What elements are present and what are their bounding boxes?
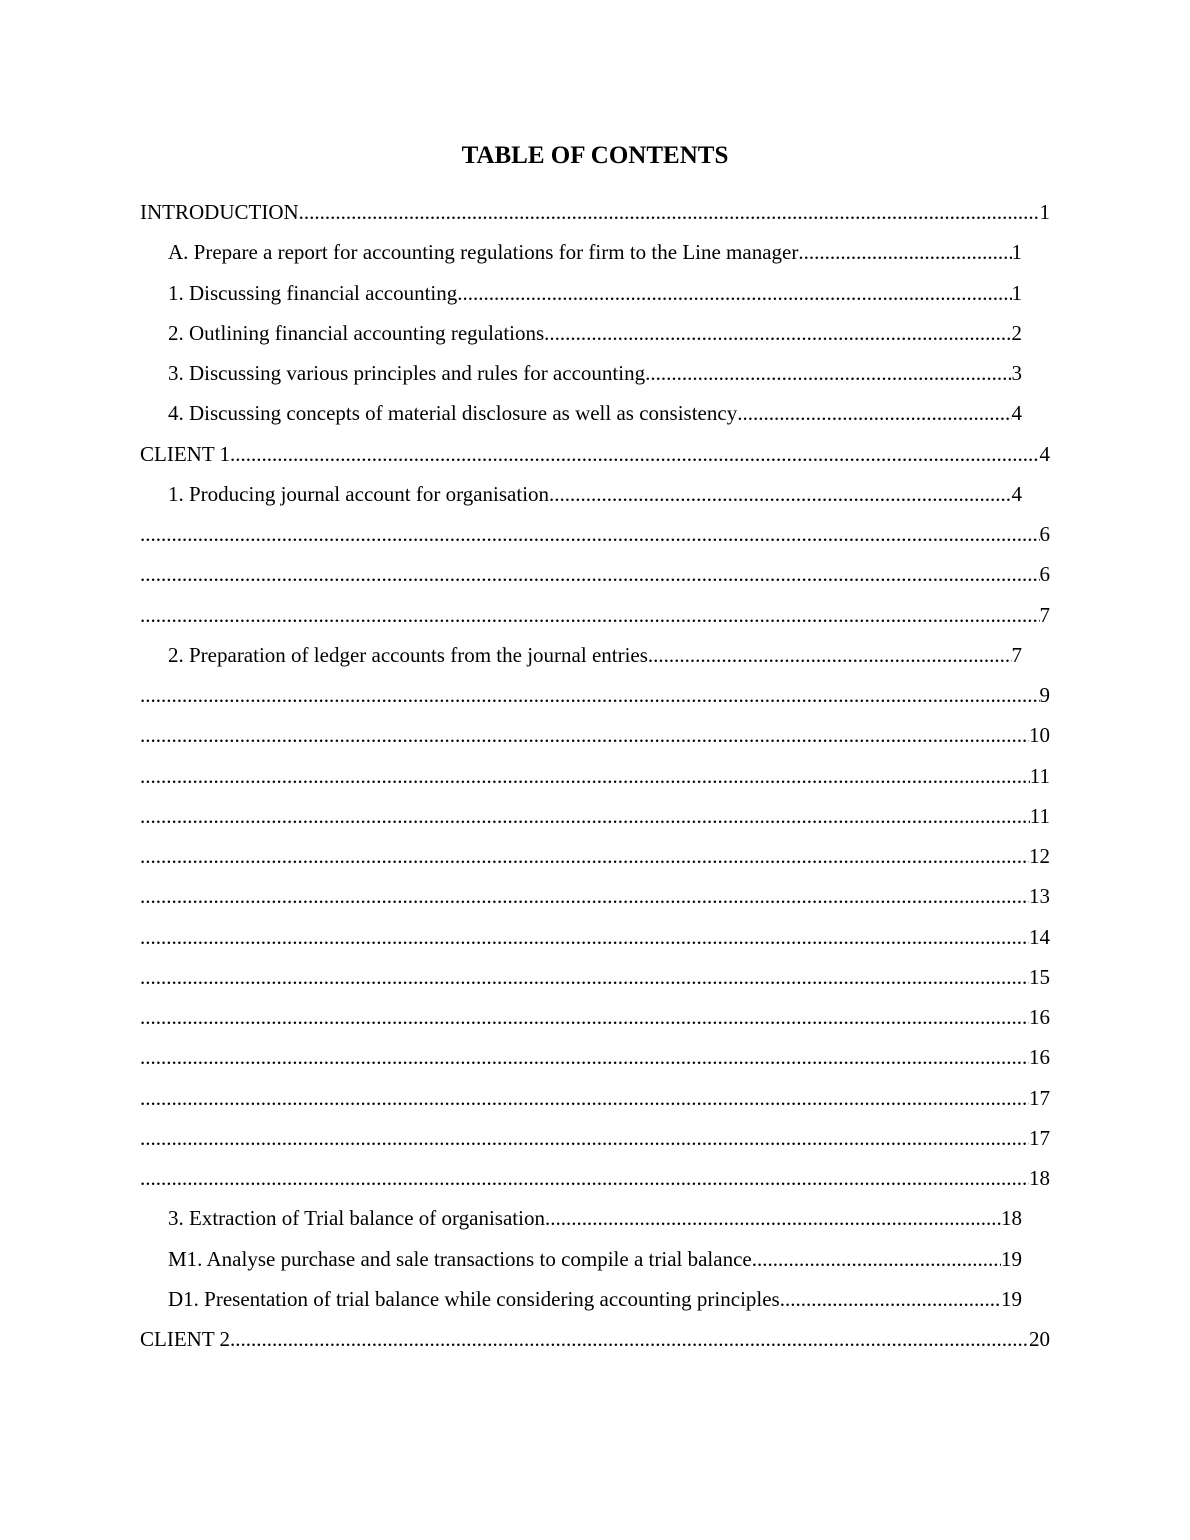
toc-entry[interactable] [140, 198, 1050, 226]
toc-page-number: 1 [1011, 281, 1022, 305]
toc-title: TABLE OF CONTENTS [461, 142, 729, 169]
toc-dot-leader [780, 1285, 1001, 1313]
toc-entry-text: 1. Discussing financial accounting [168, 281, 458, 305]
toc-entry[interactable] [168, 319, 1022, 347]
toc-page-number: 7 [1011, 643, 1022, 667]
toc-dot-leader [140, 1164, 1029, 1192]
toc-dot-leader [140, 681, 1040, 709]
toc-dot-leader [140, 560, 1040, 588]
toc-entry[interactable] [140, 520, 1050, 548]
toc-page-number: 7 [1039, 603, 1050, 627]
toc-page-number: 16 [1029, 1005, 1050, 1029]
toc-page-number: 9 [1039, 683, 1050, 707]
toc-entry[interactable] [168, 238, 1022, 266]
toc-entry[interactable] [140, 1003, 1050, 1031]
toc-entry[interactable] [168, 1245, 1022, 1273]
toc-page-number: 6 [1039, 522, 1050, 546]
toc-entry[interactable] [168, 399, 1022, 427]
toc-page-number: 16 [1029, 1045, 1050, 1069]
toc-dot-leader [230, 440, 1039, 468]
toc-entry-text: 3. Extraction of Trial balance of organisation [168, 1206, 545, 1230]
toc-page-number: 18 [1001, 1206, 1022, 1230]
toc-dot-leader [549, 480, 1011, 508]
toc-entry[interactable] [140, 963, 1050, 991]
toc-dot-leader [230, 1325, 1029, 1353]
toc-page-number: 6 [1039, 562, 1050, 586]
toc-dot-leader [140, 1003, 1029, 1031]
toc-entry[interactable] [140, 1043, 1050, 1071]
toc-page-number: 17 [1029, 1086, 1050, 1110]
toc-dot-leader [299, 198, 1040, 226]
toc-entry-text: A. Prepare a report for accounting regulations for firm to the Line manager [168, 240, 799, 264]
toc-entry[interactable] [140, 762, 1050, 790]
toc-dot-leader [140, 601, 1040, 629]
toc-dot-leader [140, 1084, 1029, 1112]
toc-entry[interactable] [140, 721, 1050, 749]
toc-page-number: 20 [1029, 1327, 1050, 1351]
toc-page-number: 4 [1039, 442, 1050, 466]
toc-page-number: 4 [1011, 482, 1022, 506]
toc-dot-leader [737, 399, 1011, 427]
toc-entry[interactable] [140, 440, 1050, 468]
toc-entry-text: M1. Analyse purchase and sale transactions to compile a trial balance [168, 1247, 752, 1271]
toc-dot-leader [140, 520, 1040, 548]
toc-entry[interactable] [140, 560, 1050, 588]
toc-dot-leader [140, 923, 1029, 951]
toc-dot-leader [545, 1204, 1001, 1232]
toc-page-number: 19 [1001, 1287, 1022, 1311]
toc-page-number: 18 [1029, 1166, 1050, 1190]
toc-dot-leader [140, 1043, 1029, 1071]
toc-entry-text: CLIENT 1 [140, 442, 231, 466]
toc-entry[interactable] [140, 923, 1050, 951]
toc-page-number: 1 [1039, 200, 1050, 224]
toc-page-number: 19 [1001, 1247, 1022, 1271]
toc-dot-leader [140, 1124, 1029, 1152]
toc-entry-text: D1. Presentation of trial balance while considering accounting principles [168, 1287, 780, 1311]
toc-dot-leader [140, 842, 1029, 870]
toc-page-number: 11 [1029, 764, 1050, 788]
toc-page-number: 15 [1029, 965, 1050, 989]
toc-dot-leader [140, 963, 1029, 991]
toc-entry[interactable] [140, 1124, 1050, 1152]
toc-entry[interactable] [140, 842, 1050, 870]
toc-entry-text: 1. Producing journal account for organisation [168, 482, 550, 506]
toc-dot-leader [457, 279, 1011, 307]
toc-entry[interactable] [140, 1325, 1050, 1353]
toc-entry-text: INTRODUCTION [140, 200, 299, 224]
toc-entry[interactable] [168, 1285, 1022, 1313]
toc-entry[interactable] [168, 279, 1022, 307]
toc-entry-text: 2. Preparation of ledger accounts from the journal entries [168, 643, 648, 667]
toc-entry-text: CLIENT 2 [140, 1327, 231, 1351]
toc-page-number: 1 [1011, 240, 1022, 264]
toc-page-number: 2 [1011, 321, 1022, 345]
toc-dot-leader [140, 882, 1029, 910]
toc-dot-leader [140, 802, 1030, 830]
toc-entry-text: 4. Discussing concepts of material disclosure as well as consistency [168, 401, 738, 425]
toc-entry[interactable] [140, 802, 1050, 830]
toc-entry[interactable] [140, 601, 1050, 629]
toc-entry-text: 3. Discussing various principles and rules for accounting [168, 361, 646, 385]
toc-dot-leader [140, 721, 1029, 749]
toc-dot-leader [798, 238, 1011, 266]
toc-page-number: 10 [1029, 723, 1050, 747]
toc-entry[interactable] [140, 1084, 1050, 1112]
toc-page-number: 4 [1011, 401, 1022, 425]
toc-entry[interactable] [168, 641, 1022, 669]
toc-dot-leader [645, 359, 1011, 387]
toc-page-number: 13 [1029, 884, 1050, 908]
toc-page-number: 11 [1029, 804, 1050, 828]
toc-dot-leader [544, 319, 1011, 347]
toc-entry[interactable] [168, 359, 1022, 387]
toc-entry[interactable] [140, 681, 1050, 709]
toc-entry[interactable] [140, 882, 1050, 910]
toc-page-number: 17 [1029, 1126, 1050, 1150]
toc-entry[interactable] [140, 1164, 1050, 1192]
toc-dot-leader [648, 641, 1012, 669]
toc-page-number: 14 [1029, 925, 1050, 949]
toc-dot-leader [140, 762, 1030, 790]
toc-page-number: 12 [1029, 844, 1050, 868]
toc-page-number: 3 [1011, 361, 1022, 385]
toc-entry[interactable] [168, 1204, 1022, 1232]
toc-dot-leader [752, 1245, 1001, 1273]
toc-entry-text: 2. Outlining financial accounting regulations [168, 321, 545, 345]
toc-entry[interactable] [168, 480, 1022, 508]
